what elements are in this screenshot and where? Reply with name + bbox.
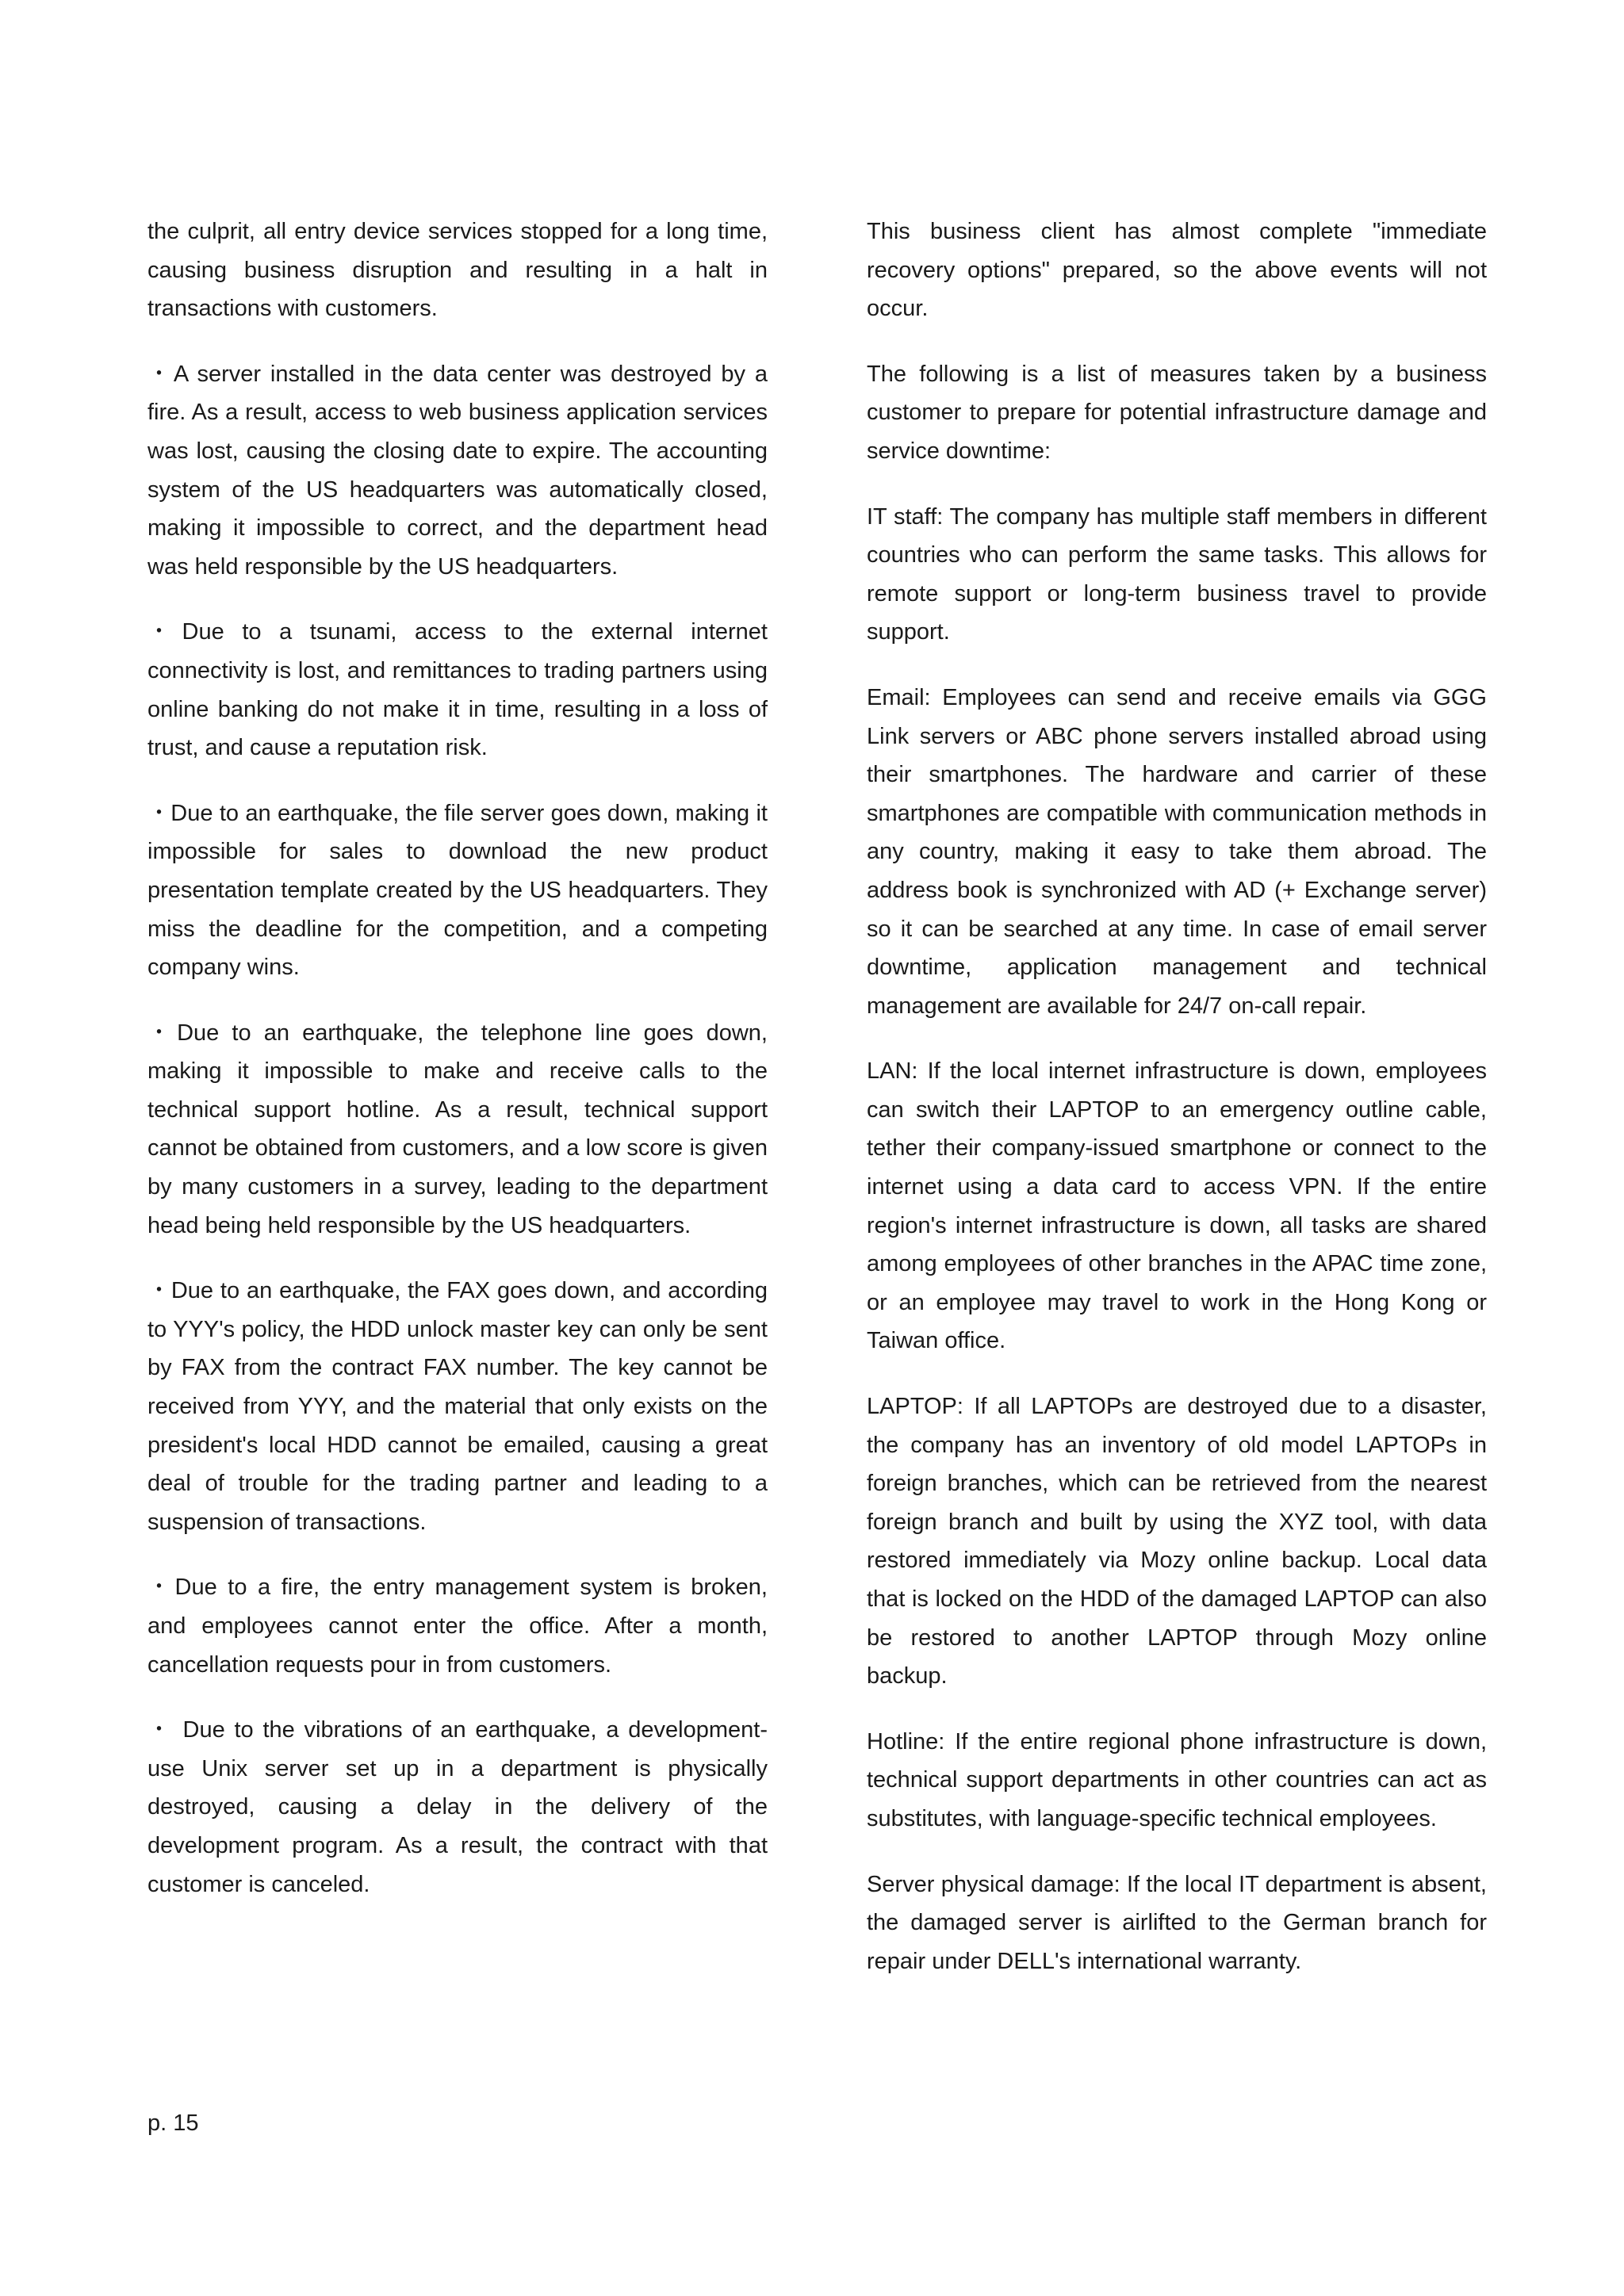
paragraph: ・A server installed in the data center was destroyed by a fire. As a result, access to web business application services was lost, causing the closing date to expire. The accounting system of the US headquarters was automatically closed, making it impossible to correct, and the department head was held responsible by the US headquarters. (147, 361, 768, 580)
paragraph: This business client has almost complete "immediate recovery options" prepared, so the above events will not occur. (867, 219, 1487, 322)
paragraph: The following is a list of measures taken by a business customer to prepare for potential infrastructure damage and service downtime: (867, 361, 1487, 464)
paragraph: ・ Due to the vibrations of an earthquake, a development-use Unix server set up in a department is physically destroyed, causing a delay in the delivery of the development program. As a result, the contract with that customer is canceled. (147, 1717, 768, 1897)
left-column (147, 212, 768, 1931)
paragraph: LAN: If the local internet infrastructure is down, employees can switch their LAPTOP to an emergency outline cable, tether their company-issued smartphone or connect to the internet using a data card to access VPN. If the entire region's internet infrastructure is down, all tasks are shared among employees of other branches in the APAC time zone, or an employee may travel to work in the Hong Kong or Taiwan office. (867, 1058, 1487, 1354)
paragraph: ・Due to a tsunami, access to the external internet connectivity is lost, and remittances to trading partners using online banking do not make it in time, resulting in a loss of trust, and cause a reputation risk. (147, 619, 768, 761)
paragraph: ・Due to a fire, the entry management system is broken, and employees cannot enter the office. After a month, cancellation requests pour in from customers. (147, 1575, 768, 1678)
paragraph: the culprit, all entry device services stopped for a long time, causing business disruption and resulting in a halt in transactions with customers. (147, 219, 768, 322)
paragraph: ・Due to an earthquake, the FAX goes down, and according to YYY's policy, the HDD unlock master key can only be sent by FAX from the contract FAX number. The key cannot be received from YYY, and the material that only exists on the president's local HDD cannot be emailed, causing a great deal of trouble for the trading partner and leading to a suspension of transactions. (147, 1278, 768, 1535)
paragraph: IT staff: The company has multiple staff members in different countries who can perform the same tasks. This allows for remote support or long-term business travel to provide support. (867, 503, 1487, 645)
paragraph: Hotline: If the entire regional phone infrastructure is down, technical support departments in other countries can act as substitutes, with language-specific technical employees. (867, 1728, 1487, 1831)
page-number: p. 15 (147, 2110, 199, 2136)
paragraph: ・Due to an earthquake, the telephone line goes down, making it impossible to make and receive calls to the technical support hotline. As a result, technical support cannot be obtained from customers, and a low score is given by many customers in a survey, leading to the department head being held responsible by the US headquarters. (147, 1020, 768, 1238)
paragraph: ・Due to an earthquake, the file server goes down, making it impossible for sales to download the new product presentation template created by the US headquarters. They miss the deadline for the competition, and a competing company wins. (147, 800, 768, 981)
right-column (867, 212, 1487, 2007)
paragraph: Server physical damage: If the local IT department is absent, the damaged server is airlifted to the German branch for repair under DELL's international warranty. (867, 1871, 1487, 1974)
paragraph: Email: Employees can send and receive emails via GGG Link servers or ABC phone servers installed abroad using their smartphones. The hardware and carrier of these smartphones are compatible with communication methods in any country, making it easy to take them abroad. The address book is synchronized with AD (+ Exchange server) so it can be searched at any time. In case of email server downtime, application management and technical management are available for 24/7 on-call repair. (867, 684, 1487, 1019)
paragraph: LAPTOP: If all LAPTOPs are destroyed due to a disaster, the company has an inventory of old model LAPTOPs in foreign branches, which can be retrieved from the nearest foreign branch and built by using the XYZ tool, with data restored immediately via Mozy online backup. Local data that is locked on the HDD of the damaged LAPTOP can also be restored to another LAPTOP through Mozy online backup. (867, 1394, 1487, 1689)
